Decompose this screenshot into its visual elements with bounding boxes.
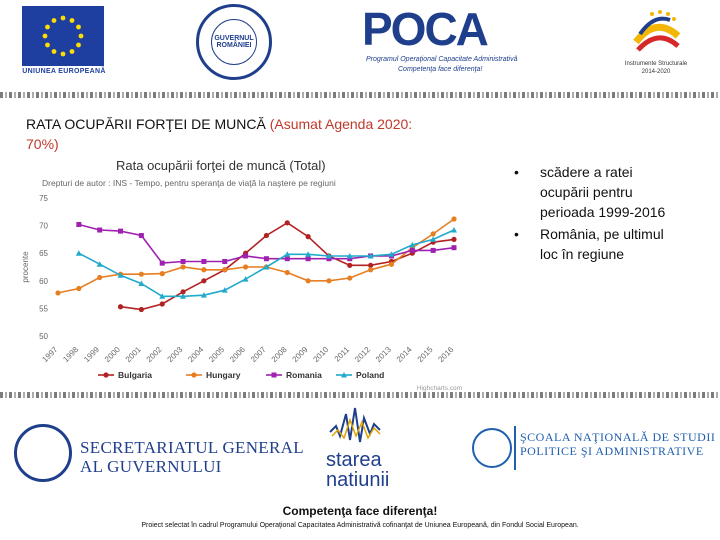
data-point (285, 270, 290, 275)
gov-seal-text: GUVERNUL ROMÂNIEI (214, 35, 254, 49)
data-point (306, 256, 311, 261)
x-tick-label: 2003 (165, 345, 185, 364)
starea-natiunii-logo (326, 450, 389, 490)
snspa-line1: ŞCOALA NAŢIONALĂ DE STUDII (520, 430, 716, 444)
y-tick-label: 75 (39, 194, 48, 203)
x-tick-label: 2013 (373, 345, 393, 364)
data-point (272, 373, 277, 378)
poca-logo (362, 4, 532, 78)
snspa-line2: POLITICE ŞI ADMINISTRATIVE (520, 444, 704, 458)
poca-wordmark: POCA (362, 3, 487, 55)
data-point (452, 245, 457, 250)
x-tick-label: 2000 (102, 345, 122, 364)
data-point (181, 259, 186, 264)
slide-title (26, 114, 426, 154)
data-point (191, 372, 196, 377)
starea-line1: starea (326, 449, 382, 471)
legend-label: Bulgaria (118, 370, 153, 380)
footer (0, 398, 720, 540)
chart-svg (18, 156, 466, 392)
data-point (306, 278, 311, 283)
data-point (326, 278, 331, 283)
bullet-list (514, 162, 674, 266)
sgg-line2: AL GUVERNULUI (80, 457, 222, 476)
x-tick-label: 1997 (40, 345, 60, 364)
eu-caption: UNIUNEA EUROPEANĂ (22, 68, 106, 75)
data-point (76, 222, 81, 227)
employment-rate-chart (18, 156, 466, 392)
header-divider (0, 92, 720, 98)
snspa-emblem-icon (472, 428, 512, 468)
data-point (285, 220, 290, 225)
x-tick-label: 2010 (311, 345, 331, 364)
structural-instruments-icon (630, 6, 682, 58)
x-tick-label: 2008 (269, 345, 289, 364)
data-point (76, 286, 81, 291)
data-point (139, 272, 144, 277)
x-tick-label: 2004 (186, 345, 206, 364)
x-tick-label: 1998 (61, 345, 81, 364)
x-tick-label: 2014 (394, 345, 414, 364)
x-tick-label: 2012 (353, 345, 373, 364)
bullet-text: scădere a ratei ocupării pentru perioada 1999-2016 (540, 164, 666, 220)
data-point (451, 227, 457, 233)
footer-slogan: Competenţa face diferenţa! (282, 504, 438, 518)
x-tick-label: 2006 (228, 345, 247, 364)
data-point (201, 278, 206, 283)
x-tick-label: 2001 (123, 345, 143, 364)
x-tick-label: 2015 (415, 345, 435, 364)
y-tick-label: 60 (39, 276, 48, 286)
data-point (222, 259, 227, 264)
x-tick-label: 2002 (144, 345, 164, 364)
starea-line2: natiunii (326, 469, 390, 491)
legend-label: Poland (356, 370, 385, 380)
chart-title: Rata ocupării forţei de muncă (Total) (116, 158, 326, 173)
data-point (97, 275, 102, 280)
data-point (431, 248, 436, 253)
sgg-name (80, 438, 304, 476)
slide-title-main: RATA OCUPĂRII FORŢEI DE MUNCĂ (26, 116, 270, 132)
data-point (285, 256, 290, 261)
data-point (243, 264, 248, 269)
y-axis-label: procente (21, 251, 30, 283)
bullet-dot: • (514, 164, 519, 180)
data-point (306, 234, 311, 239)
header-logos (0, 0, 720, 92)
footer-project-note: Proiect selectat în cadrul Programului Operaţional Capacitatea Administrativă cofinanţat de Uniunea Europeană, din Fondul Social European. (141, 522, 579, 529)
data-point (201, 259, 206, 264)
data-point (264, 256, 269, 261)
legend-label: Romania (286, 370, 322, 380)
x-tick-label: 2005 (207, 345, 227, 364)
data-point (222, 267, 227, 272)
data-point (180, 264, 185, 269)
slide-title-accent: (Asumat Agenda 2020: 70%) (26, 116, 413, 152)
data-point (76, 250, 82, 256)
legend-label: Hungary (206, 370, 241, 380)
y-tick-label: 70 (39, 221, 48, 231)
starea-natiunii-wave-icon (328, 406, 382, 446)
data-point (347, 263, 352, 268)
y-tick-label: 55 (39, 304, 48, 314)
x-tick-label: 2011 (332, 345, 352, 364)
chart-credit: Highcharts.com (416, 385, 462, 392)
bullet-item (514, 224, 674, 264)
data-point (97, 228, 102, 233)
x-tick-label: 1999 (82, 345, 102, 364)
romanian-government-seal (196, 4, 272, 80)
data-point (410, 248, 415, 253)
data-point (368, 267, 373, 272)
data-point (160, 261, 165, 266)
bullet-item (514, 162, 674, 222)
data-point (139, 307, 144, 312)
data-point (451, 237, 456, 242)
eu-flag-logo (22, 6, 104, 66)
data-point (431, 231, 436, 236)
sgg-line1: SECRETARIATUL GENERAL (80, 438, 304, 457)
poca-program-name: Programul Operaţional Capacitate Administrativă (366, 56, 518, 63)
chart-subtitle: Drepturi de autor : INS - Tempo, pentru speranţa de viaţă la naştere pe regiuni (42, 178, 336, 188)
data-point (243, 253, 248, 258)
x-tick-label: 2016 (436, 345, 456, 364)
series-line-poland (79, 230, 454, 296)
data-point (160, 301, 165, 306)
eu-stars-icon (22, 6, 104, 66)
data-point (451, 216, 456, 221)
data-point (347, 275, 352, 280)
data-point (264, 233, 269, 238)
x-tick-label: 2009 (290, 345, 310, 364)
sgg-seal-icon (14, 424, 72, 482)
is-caption: Instrumente Structurale 2014-2020 (624, 61, 688, 75)
data-point (103, 372, 108, 377)
data-point (201, 267, 206, 272)
bullet-dot: • (514, 226, 519, 242)
bullet-text: România, pe ultimul loc în regiune (540, 226, 664, 262)
x-tick-label: 2007 (248, 345, 268, 364)
poca-slogan: Competenţa face diferenţa! (398, 66, 483, 73)
data-point (389, 262, 394, 267)
data-point (118, 304, 123, 309)
y-tick-label: 50 (39, 332, 48, 341)
data-point (160, 271, 165, 276)
data-point (118, 229, 123, 234)
snspa-divider (514, 426, 516, 470)
data-point (139, 233, 144, 238)
data-point (55, 290, 60, 295)
y-tick-label: 65 (39, 249, 48, 259)
instrumente-structurale-logo (618, 4, 694, 86)
snspa-name (520, 430, 715, 458)
